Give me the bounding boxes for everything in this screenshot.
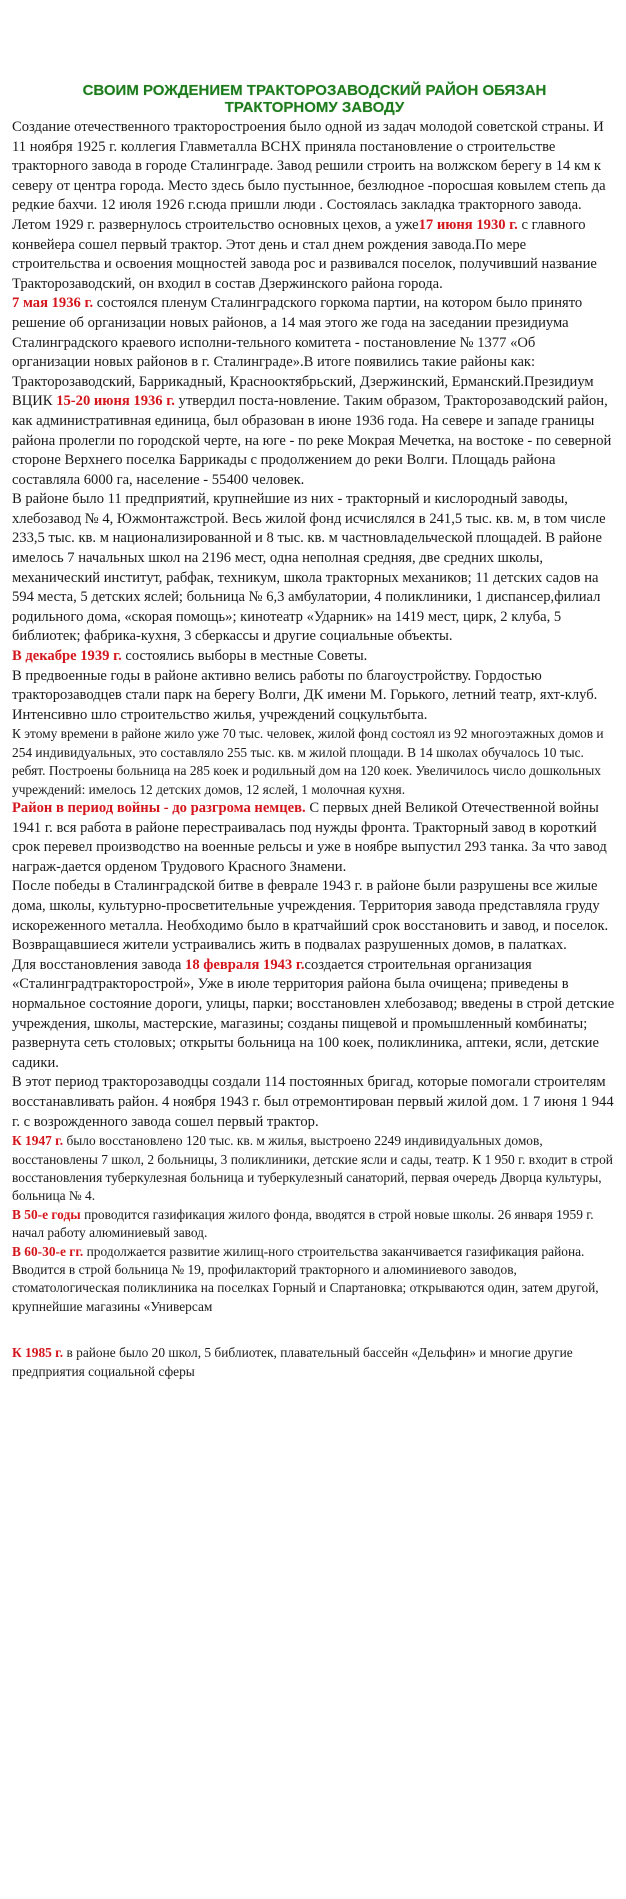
paragraph-text: К этому времени в районе жило уже 70 тыс. человек, жилой фонд состоял из 92 многоэтажных домов и 254 индивидуальных, это составляло 255 тыс. кв. м жилой площади. В 14 школах обучалось 10 тыс. ребят. Построены больница на 285 коек и родильный дом на 120 коек. Увеличилось число дошкольных учреждений: имелось 12 детских домов, 12 яслей, 1 молочная кухня. — [12, 726, 604, 797]
paragraph-p10 — [12, 1073, 617, 1132]
paragraph-p8 — [12, 877, 617, 955]
paragraph-p11 — [12, 1132, 617, 1206]
paragraph-text: проводится газификация жилого фонда, вводятся в строй новые школы. 26 января 1959 г. начал работу алюминиевый завод. — [12, 1206, 594, 1241]
article — [12, 82, 617, 1381]
paragraph-text: с главного конвейера сошел первый трактор. Этот день и стал днем рождения завода.По мере строительства и освоения мощностей завода рос и развивался поселок, получивший название Тракторозаводский, он входил в состав Дзержинского района города. — [12, 216, 597, 292]
paragraph-text: С первых дней Великой Отечественной войны 1941 г. вся работа в районе перестраивалась под нужды фронта. Тракторный завод в короткий срок перевел производство на военные рельсы и уже в ноябре выпустил 293 танка. За что завод награж-дается орденом Трудового Красного Знамени. — [12, 800, 607, 875]
paragraph-text: в районе было 20 школ, 5 библиотек, плавательный бассейн «Дельфин» и многие другие предприятия социальной сферы — [12, 1345, 573, 1379]
paragraph-text: утвердил поста-новление. Таким образом, Тракторозаводский район, как административная единица, был образован в июне 1936 года. На севере и западе границы района пролегли по городской черте, на юге - по реке Мокрая Мечетка, на востоке - по северной стороне Верхнего поселка Баррикады с продолжением до реки Волги. Площадь района составляла 6000 га, население - 55400 человек. — [12, 393, 612, 488]
paragraph-p5 — [12, 667, 617, 726]
title-line-2: ТРАКТОРНОМУ ЗАВОДУ — [224, 99, 405, 116]
paragraph-text: Для восстановления завода — [12, 956, 186, 973]
paragraph-p14 — [12, 1344, 617, 1381]
paragraph-p1 — [12, 118, 617, 294]
paragraph-p7 — [12, 799, 617, 877]
date-highlight: К 1985 г. — [12, 1345, 64, 1361]
paragraph-text: состоялся пленум Сталинградского горкома партии, на котором было принято решение об организации новых районов, а 14 мая этого же года на заседании президиума Сталинградского краевого исполни-тельного комитета - постановление № 1377 «Об организации новых районов в г. Сталинграде».В итоге появились такие районы как: Тракторозаводский, Баррикадный, Краснооктябрьский, Дзержинский, Ерманский.Президиум ВЦИК — [12, 295, 594, 410]
date-highlight: 17 июня 1930 г. — [418, 216, 518, 233]
date-highlight: 15-20 июня 1936 г. — [56, 393, 175, 410]
title-line-1: СВОИМ РОЖДЕНИЕМ ТРАКТОРОЗАВОДСКИЙ РАЙОН ОБЯЗАН — [82, 82, 547, 99]
date-highlight: В 50-е годы — [12, 1206, 81, 1222]
date-highlight: В 60-30-е гг. — [12, 1243, 84, 1259]
paragraph-text: создается строительная организация «Сталинградтракторострой», Уже в июле территория района была очищена; приведены в нормальное состояние дороги, улицы, парки; восстановлен хлебозавод; введены в строй детские учреждения, школы, мастерские, магазины; созданы пищевой и промышленный комбинаты; развернута сеть столовых; открыты больница на 100 коек, поликлиника, аптеки, ясли, детские садики. — [12, 956, 615, 1071]
paragraph-p4 — [12, 647, 617, 667]
paragraph-p13 — [12, 1243, 617, 1317]
date-highlight: В декабре 1939 г. — [12, 648, 122, 665]
date-highlight: Район в период войны - до разгрома немцев. — [12, 800, 306, 817]
article-body — [12, 118, 617, 1381]
date-highlight: 7 мая 1936 г. — [12, 295, 94, 312]
paragraph-text: В районе было 11 предприятий, крупнейшие из них - тракторный и кислородный заводы, хлебозавод № 4, Южмонтажстрой. Весь жилой фонд исчислялся в 241,5 тыс. кв. м, в том числе 233,5 тыс. кв. м национализированной и 8 тыс. кв. м частновладельческой площадей. В районе имелось 7 начальных школ на 2196 мест, одна неполная средняя, две средних школы, механический институт, рабфак, техникум, школа тракторных механиков; 11 детских садов на 594 места, 5 детских яслей; больница № 6,3 амбулатории, 4 поликлиники, 1 диспансер,филиал родильного дома, «скорая помощь»; кинотеатр «Ударник» на 1419 мест, цирк, 2 клуба, 5 библиотек; фабрика-кухня, 3 сберкассы и другие социальные объекты. — [12, 491, 606, 645]
paragraph-text: Создание отечественного тракторостроения было одной из задач молодой советской страны. И 11 ноября 1925 г. коллегия Главметалла ВСНХ приняла постановление о строительстве тракторного завода в городе Сталинграде. Завод решили строить на волжском берегу в 14 км к северу от центра города. Место здесь было пустынное, безлюдное -поросшая ковылем степь да редкие бахчи. 12 июля 1926 г.сюда пришли люди . Состоялась закладка тракторного завода. Летом 1929 г. развернулось строительство основных цехов, а уже — [12, 119, 606, 233]
paragraph-spacer — [12, 1316, 617, 1344]
date-highlight: 18 февраля 1943 г. — [185, 956, 305, 973]
paragraph-text: продолжается развитие жилищ-ного строительства заканчивается газификация района. Вводится в строй больница № 19, профилакторий тракторного и алюминиевого заводов, стоматологическая поликлиника на поселках Горный и Спартановка; открываются один, затем другой, крупнейшие магазины «Универсам — [12, 1243, 599, 1314]
paragraph-p12 — [12, 1206, 617, 1243]
paragraph-text: состоялись выборы в местные Советы. — [121, 648, 368, 665]
paragraph-text: было восстановлено 120 тыс. кв. м жилья, выстроено 2249 индивидуальных домов, восстановлены 7 школ, 2 больницы, 3 поликлиники, детские ясли и сады, театр. К 1 950 г. входит в строй восстановления туберкулезная больница и туберкулезный санаторий, первая очередь Дворца культуры, больница № 4. — [12, 1133, 613, 1204]
paragraph-p6 — [12, 725, 617, 799]
date-highlight: К 1947 г. — [12, 1133, 64, 1149]
paragraph-p9 — [12, 956, 617, 1074]
paragraph-text: В предвоенные годы в районе активно велись работы по благоустройству. Гордостью тракторозаводцев стали парк на берегу Волги, ДК имени М. Горького, летний театр, яхт-клуб. Интенсивно шло строительство жилья, учреждений соцкультбыта. — [12, 667, 598, 723]
article-title — [12, 82, 617, 116]
paragraph-p3 — [12, 490, 617, 647]
paragraph-text: В этот период тракторозаводцы создали 114 постоянных бригад, которые помогали строителям восстанавливать район. 4 ноября 1943 г. был отремонтирован первый жилой дом. 1 7 июня 1 944 г. с возрожденного завода сошел первый трактор. — [12, 1074, 614, 1130]
paragraph-p2 — [12, 294, 617, 490]
paragraph-text: После победы в Сталинградской битве в феврале 1943 г. в районе были разрушены все жилые дома, школы, культурно-просветительные учреждения. Территория завода представляла груду искореженного металла. Необходимо было в кратчайший срок восстановить и завод, и поселок. Возвращавшиеся жители устраивались жить в подвалах разрушенных домов, в палатках. — [12, 878, 609, 954]
